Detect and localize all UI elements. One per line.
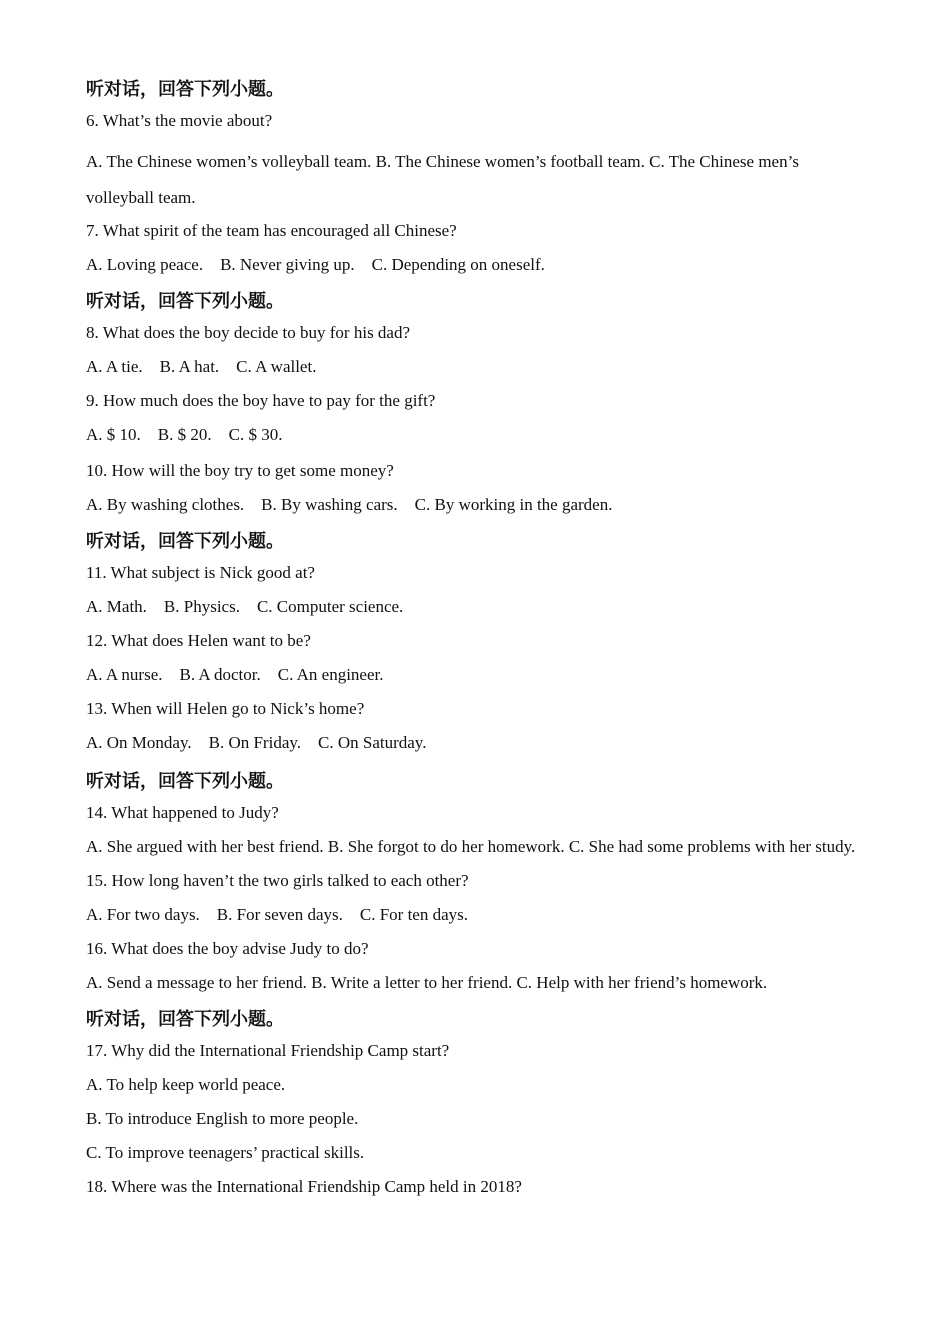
options-14: A. She argued with her best friend. B. She forgot to do her homework. C. She had some problems with her study. [86,837,856,856]
section-heading: 听对话，回答下列小题。 [86,771,284,792]
section-heading: 听对话，回答下列小题。 [86,291,284,312]
question-18: 18. Where was the International Friendship Camp held in 2018? [86,1177,522,1196]
options-8: A. A tie. B. A hat. C. A wallet. [86,357,317,376]
question-15: 15. How long haven’t the two girls talked to each other? [86,871,469,890]
option-17b: B. To introduce English to more people. [86,1109,359,1128]
option-17a: A. To help keep world peace. [86,1075,286,1094]
question-8: 8. What does the boy decide to buy for his dad? [86,323,411,342]
section-heading: 听对话，回答下列小题。 [86,531,284,552]
question-14: 14. What happened to Judy? [86,803,279,822]
question-11: 11. What subject is Nick good at? [86,563,315,582]
options-13: A. On Monday. B. On Friday. C. On Saturday. [86,733,427,752]
options-16: A. Send a message to her friend. B. Write a letter to her friend. C. Help with her friend’s homework. [86,973,768,992]
question-10: 10. How will the boy try to get some money? [86,461,394,480]
question-13: 13. When will Helen go to Nick’s home? [86,699,365,718]
question-7: 7. What spirit of the team has encouraged all Chinese? [86,221,457,240]
question-6: 6. What’s the movie about? [86,111,273,130]
options-9: A. $ 10. B. $ 20. C. $ 30. [86,425,283,444]
question-12: 12. What does Helen want to be? [86,631,311,650]
options-7: A. Loving peace. B. Never giving up. C. Depending on oneself. [86,255,545,274]
options-15: A. For two days. B. For seven days. C. For ten days. [86,905,469,924]
options-12: A. A nurse. B. A doctor. C. An engineer. [86,665,384,684]
question-9: 9. How much does the boy have to pay for the gift? [86,391,436,410]
question-16: 16. What does the boy advise Judy to do? [86,939,369,958]
options-10: A. By washing clothes. B. By washing cars. C. By working in the garden. [86,495,613,514]
option-17c: C. To improve teenagers’ practical skills. [86,1143,365,1162]
section-heading: 听对话，回答下列小题。 [86,79,284,100]
exam-page [86,76,866,1210]
question-17: 17. Why did the International Friendship Camp start? [86,1041,450,1060]
options-11: A. Math. B. Physics. C. Computer science. [86,597,404,616]
section-heading: 听对话，回答下列小题。 [86,1009,284,1030]
options-6: A. The Chinese women’s volleyball team. B. The Chinese women’s football team. C. The Chinese men’s volleyball team. [86,152,799,207]
